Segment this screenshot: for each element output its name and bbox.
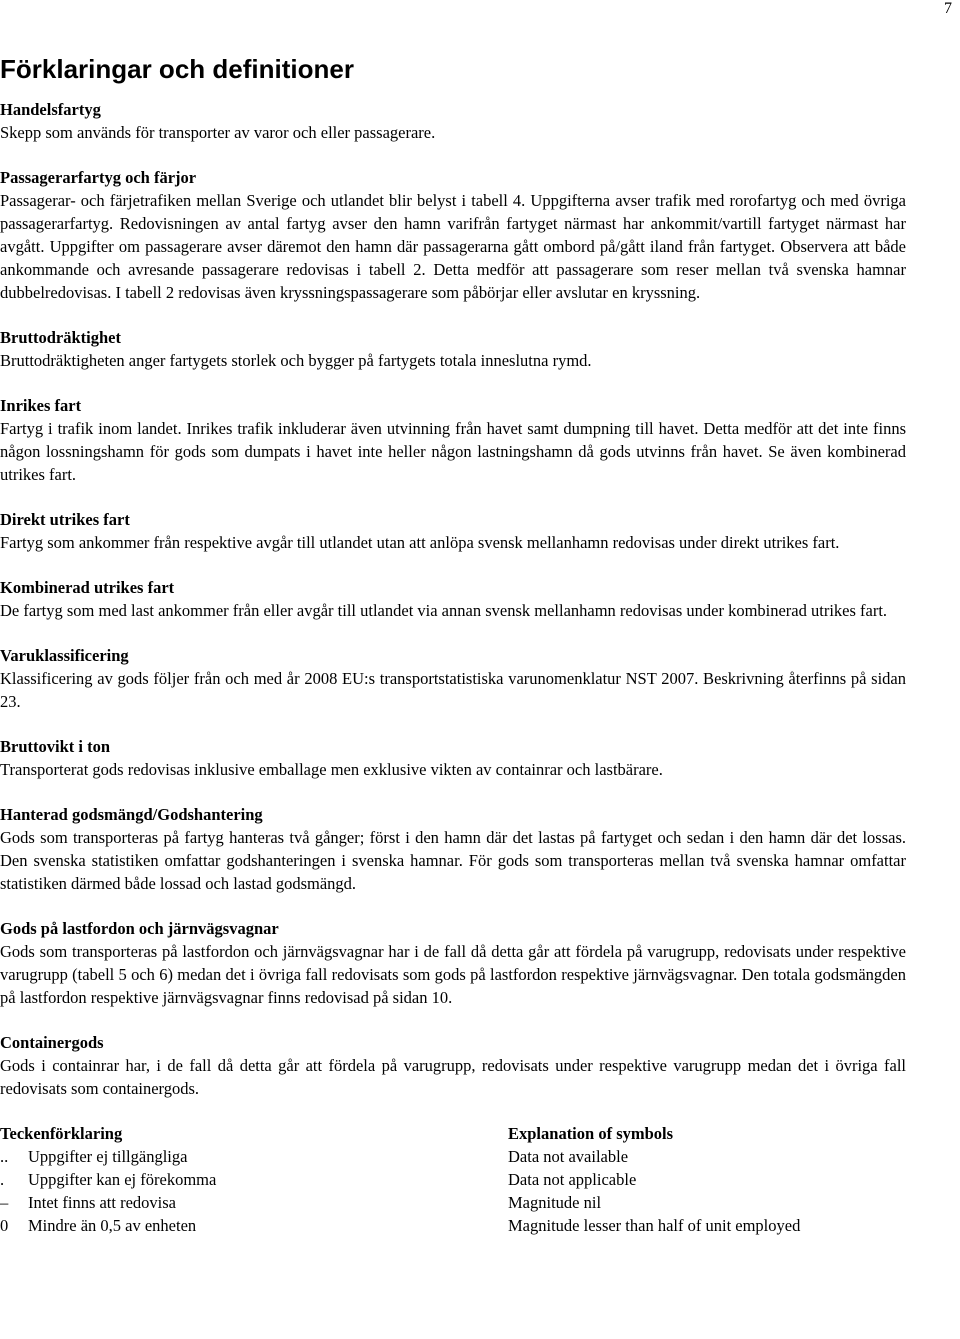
legend-text-sv: Intet finns att redovisa [28,1193,177,1212]
legend-text-en: Data not applicable [508,1170,637,1189]
term-bruttodraktighet [0,326,906,372]
term-definition: Gods i containrar har, i de fall då detta går att fördela på varugrupp, redovisats under respektive varugrupp medan det i övriga fall redovisats som containergods. [0,1056,906,1098]
term-heading: Inrikes fart [0,396,82,415]
page-number: 7 [944,0,952,17]
legend-row [0,1191,508,1214]
term-heading: Hanterad godsmängd/Godshantering [0,805,263,824]
term-heading: Direkt utrikes fart [0,510,130,529]
term-definition: Gods som transporteras på lastfordon och järnvägsvagnar har i de fall då detta går att fördela på varugrupp, redovisats under respektive varugrupp (tabell 5 och 6) medan det i övriga fall redovisats som gods på lastfordon respektive järnvägsvagnar. Den totala godsmängden på lastfordon respektive järnvägsvagnar finns redovisad på sidan 10. [0,942,906,1007]
symbol-legend [0,1122,906,1237]
legend-text-en: Magnitude nil [508,1193,602,1212]
term-heading: Handelsfartyg [0,100,101,119]
page-title: Förklaringar och definitioner [0,54,354,84]
term-definition: Fartyg i trafik inom landet. Inrikes trafik inkluderar även utvinning från havet samt dumpning till havet. Detta medför att det inte finns någon lossningshamn för gods som dumpats i havet inte heller någon lastningshamn då gods utvinns från havet. Se även kombinerad utrikes fart. [0,419,906,484]
legend-text-sv: Mindre än 0,5 av enheten [28,1216,197,1235]
term-heading: Bruttovikt i ton [0,737,111,756]
legend-row [0,1168,508,1191]
term-heading: Containergods [0,1033,104,1052]
legend-row [0,1214,508,1237]
term-containergods [0,1031,906,1100]
term-definition: Passagerar- och färjetrafiken mellan Sverige och utlandet blir belyst i tabell 4. Uppgifterna avser trafik med rorofartyg och med övriga passagerarfartyg. Redovisningen av antal fartyg avser den hamn varifrån fartyget närmast har ankommit/vartill fartyget närmast har avgått. Uppgifter om passagerare avser däremot den hamn där passagerarna gått ombord på/gått iland från fartyget. Observera att både ankommande och avresande passagerare redovisas i tabell 2. Detta medför att passagerare som reser mellan två svenska hamnar dubbelredovisas. I tabell 2 redovisas även kryssningspassagerare som påbörjar eller avslutar en kryssning. [0,191,906,302]
legend-symbol: .. [0,1147,9,1166]
term-gods-pa-lastfordon [0,917,906,1009]
term-heading: Passagerarfartyg och färjor [0,168,197,187]
term-definition: Bruttodräktigheten anger fartygets storlek och bygger på fartygets totala inneslutna rymd. [0,351,592,370]
term-heading: Gods på lastfordon och järnvägsvagnar [0,919,279,938]
term-varuklassificering [0,644,906,713]
term-hanterad-godsmangd [0,803,906,895]
term-inrikes-fart [0,394,906,486]
term-definition: De fartyg som med last ankommer från eller avgår till utlandet via annan svensk mellanhamn redovisas under kombinerad utrikes fart. [0,601,888,620]
term-passagerarfartyg [0,166,906,304]
legend-row [0,1145,508,1168]
legend-text-sv: Uppgifter kan ej förekomma [28,1170,217,1189]
term-handelsfartyg [0,98,906,144]
legend-symbol: – [0,1193,9,1212]
legend-text-en: Magnitude lesser than half of unit employed [508,1216,801,1235]
term-heading: Bruttodräktighet [0,328,121,347]
term-definition: Gods som transporteras på fartyg hanteras två gånger; först i den hamn där det lastas på fartyget och sedan i den hamn där det lossas. Den svenska statistiken omfattar godshanteringen i svenska hamnar. För gods som transporteras mellan två svenska hamnar omfattar statistiken därmed både lossad och lastad godsmängd. [0,828,906,893]
term-bruttovikt [0,735,906,781]
legend-text-en: Data not available [508,1147,629,1166]
term-definition: Klassificering av gods följer från och med år 2008 EU:s transportstatistiska varunomenklatur NST 2007. Beskrivning återfinns på sidan 23. [0,669,906,711]
document-body [0,52,906,1237]
legend-text-sv: Uppgifter ej tillgängliga [28,1147,188,1166]
term-definition: Transporterat gods redovisas inklusive emballage men exklusive vikten av containrar och lastbärare. [0,760,663,779]
legend-heading-sv: Teckenförklaring [0,1124,123,1143]
term-heading: Varuklassificering [0,646,129,665]
term-definition: Skepp som används för transporter av varor och eller passagerare. [0,123,436,142]
term-heading: Kombinerad utrikes fart [0,578,175,597]
legend-heading-en: Explanation of symbols [508,1124,674,1143]
legend-swedish-column [0,1122,508,1237]
legend-symbol: . [0,1170,5,1189]
term-direkt-utrikes-fart [0,508,906,554]
legend-english-column [508,1122,800,1237]
term-definition: Fartyg som ankommer från respektive avgår till utlandet utan att anlöpa svensk mellanhamn redovisas under direkt utrikes fart. [0,533,840,552]
legend-symbol: 0 [0,1216,9,1235]
term-kombinerad-utrikes-fart [0,576,906,622]
